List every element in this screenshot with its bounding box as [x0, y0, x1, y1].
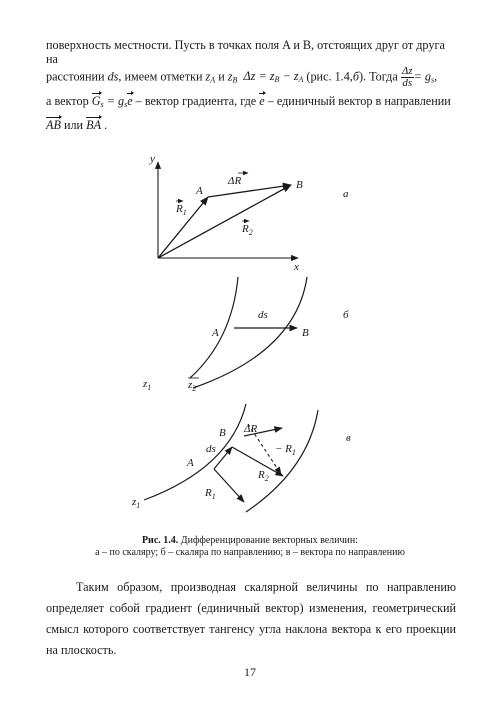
line-2-mid: , имеем отметки [118, 69, 203, 84]
eq-g: = g [413, 69, 431, 84]
delta-eq-part1: Δz = z [243, 69, 275, 84]
math-ds: ds [107, 69, 119, 84]
math-zA-sub: A [210, 75, 216, 85]
fraction-denominator: ds [402, 77, 413, 89]
vector-G-sub: s [100, 100, 104, 109]
vector-ds-c [214, 447, 232, 469]
delta-eq-part2: − z [282, 69, 299, 84]
figure-caption-line-2 [40, 547, 460, 559]
label-B-c: B [219, 427, 226, 439]
delta-eq-sub-a: A [298, 75, 304, 85]
paragraph-line-4: AB или BA . [46, 118, 108, 132]
label-ds-c: ds [206, 443, 216, 455]
panel-a-label: а [343, 188, 349, 200]
G-eq: = g [106, 94, 125, 108]
page-number: 17 [244, 665, 256, 679]
line-3-start: а вектор [46, 94, 89, 108]
delta-eq-sub-b: B [274, 75, 280, 85]
line-1-text: поверхность местности. Пусть в точках поля A и B, отстоящих друг от друга на [46, 38, 445, 66]
vector-e: e [127, 94, 133, 108]
panel-b [142, 277, 349, 393]
fig-ref-b: б [352, 69, 359, 84]
vector-AB: AB [46, 118, 61, 132]
panel-b-label: б [343, 309, 349, 321]
conclusion-paragraph: Таким образом, производная скалярной величины по направлению определяет собой градиент (единичный вектор) изменения, геометрический смысл которого соответствует тангенсу угла наклона вектора к его проекции на плоскость. [46, 580, 456, 657]
panel-a [149, 153, 349, 273]
line-3-mid: – вектор градиента, где [135, 94, 257, 108]
vector-BA: BA [86, 118, 102, 132]
label-B: B [296, 179, 303, 191]
panel-c [131, 404, 351, 512]
curve-z2 [193, 277, 307, 388]
label-A-c: A [187, 457, 194, 469]
G-eq-sub: s [124, 100, 128, 109]
paragraph-line-2: расстоянии ds, имеем отметки $z_A$ и $z_B$ $\Delta z = z_B - z_A$ (рис. 1.4,б). Тогда $\frac{\Delta z}{ds}$ = $g_s$, [46, 65, 438, 89]
curve-inner-c [144, 404, 246, 500]
label-minus-R1-c: − $R_1$ [275, 443, 296, 457]
label-z1-b: $z_1$ [143, 378, 152, 392]
label-dR-c: ΔR [244, 423, 258, 435]
label-R2: $R_2$ [242, 223, 253, 237]
line-2-then: ). Тогда [359, 69, 398, 84]
line-2-and: и [218, 69, 225, 84]
label-R1-c: $R_1$ [205, 487, 216, 501]
vector-e-2: e [259, 94, 265, 108]
line-2-fig-ref: (рис. 1.4, [306, 69, 353, 84]
panel-c-label: в [346, 432, 351, 444]
label-z1-c: $z_1$ [132, 496, 141, 510]
vector-R1 [158, 197, 208, 258]
line-2-start: расстоянии [46, 69, 105, 84]
math-zB-sub: B [232, 75, 238, 85]
vector-R2 [158, 185, 291, 258]
label-y: y [150, 153, 155, 165]
caption-title: Дифференцирование векторных величин: [180, 535, 359, 546]
label-z2-b: $z_2$ [188, 379, 197, 393]
caption-number: Рис. 1.4. [141, 535, 179, 546]
label-x: x [294, 261, 299, 273]
math-zB: z [227, 69, 233, 84]
label-B-b: B [302, 327, 309, 339]
math-zA: z [205, 69, 211, 84]
fraction-numerator: Δz [401, 65, 413, 77]
vector-dR [208, 185, 291, 197]
caption-detail: а – по скаляру; б – скаляра по направлению; в – вектора по направлению [95, 547, 405, 558]
label-R1: $R_1$ [176, 203, 187, 217]
line-4-or: или [63, 118, 84, 132]
label-R2-c: $R_2$ [258, 469, 269, 483]
label-dR: ΔR [228, 175, 242, 187]
label-A: A [196, 185, 203, 197]
label-A-b: A [212, 327, 219, 339]
line-3-end: – единичный вектор в направлении [267, 94, 451, 108]
eq-g-sub: s [430, 75, 435, 85]
label-ds-b: ds [258, 309, 268, 321]
vector-R1-c [214, 469, 244, 502]
vector-G: G [91, 94, 101, 108]
figure-caption [40, 535, 460, 547]
